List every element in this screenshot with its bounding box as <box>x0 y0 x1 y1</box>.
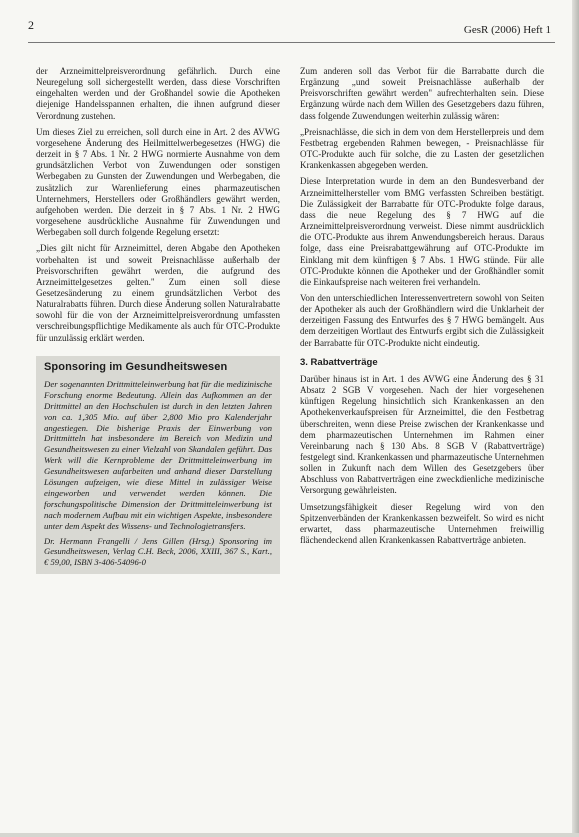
sponsoring-info-box <box>36 356 280 574</box>
box-body: Der sogenannten Drittmitteleinwerbung hat für die medizinische Forschung enorme Bedeutung. Allein das Aufkommen an der Drittmittel an den Hochschulen ist durch in den letzten Jahren von ca. 1,305 Mio. auf über 2,800 Mio pro Kalenderjahr angestiegen. Die bisherige Praxis der Einwerbung von Drittmitteln hat insbesondere im Bereich von Medizin und Gesundheitswesen zu einer Vielzahl von Skandalen geführt. Das Werk will die Kernprobleme der Drittmitteleinwerbung im Gesundheitswesen aufarbeiten und anhand dieser Darstellung Lösungen aufzeigen, wie diese Mittel in zulässiger Weise eingeworben und verwendet werden können. Die forschungspolitische Dimension der Drittmitteleinwerbung ist nach modernem Aufbau mit ein wichtigen Aspekte, insbesondere unter dem Aspekt des Wissens- und Technologietransfers. <box>44 378 272 531</box>
page-number: 2 <box>28 18 34 32</box>
running-head: GesR (2006) Heft 1 <box>463 24 551 36</box>
paragraph: der Arzneimittelpreisverordnung gefährlich. Durch eine Neuregelung soll sichergestellt werden, dass diese Vorschriften eingehalten werden und der Großhandel sowie die Apotheken diejenige Handelsspannen erhalten, die ihnen aufgrund dieser Verordnung zustehen. <box>36 66 280 121</box>
right-column <box>300 66 544 551</box>
box-title: Sponsoring im Gesundheitswesen <box>44 360 228 373</box>
scan-edge-shadow <box>572 0 579 837</box>
section-heading: 3. Rabattverträge <box>300 356 378 368</box>
paragraph: Diese Interpretation wurde in dem an den Bundesverband der Arzneimittelhersteller vom BMG verfassten Schreiben bestätigt. Die Zulässigkeit der Barrabatte für OTC-Produkte folge daraus, dass die neue Regelung des § 7 HWG auf die Arzneimittelpreisverordnung verweist. Diese nimmt ausdrücklich die OTC-Produkte aus ihrem Anwendungsbereich heraus. Daraus folge, dass eine Preisrabattgewährung auf OTC-Produkte im Einklang mit dem künftigen § 7 Abs. 1 HWG stünde. Für alle OTC-Produkte können die Apotheker und der Großhändler somit die Einkaufspreise nach weiteren frei verhandeln. <box>300 176 544 287</box>
paragraph: Von den unterschiedlichen Interessenvertretern sowohl von Seiten der Apotheker als auch der Großhändlern wird die Unklarheit der derzeitigen Fassung des Entwurfes des § 7 HWG bemängelt. Aus dem derzeitigen Wortlaut des Entwurfs ergibt sich die Zulässigkeit der Barrabatte für OTC-Produkte nicht eindeutig. <box>300 292 544 348</box>
header-rule <box>28 42 555 43</box>
paragraph: „Preisnachlässe, die sich in dem von dem Herstellerpreis und dem Festbetrag ergebenden Rahmen bewegen, - Preisnachlässe für OTC-Produkte auch für solche, die zu Lasten der gesetzlichen Krankenkassen abgegeben werden. <box>300 126 544 171</box>
book-citation: Dr. Hermann Frangelli / Jens Gillen (Hrsg.) Sponsoring im Gesundheitswesen, Verlag C.H. Beck, 2006, XXIII, 367 S., Kart., € 59,00, ISBN 3-406-54096-0 <box>44 535 272 567</box>
scan-bottom-edge <box>0 833 579 837</box>
paragraph: Darüber hinaus ist in Art. 1 des AVWG eine Änderung des § 31 Absatz 2 SGB V vorgesehen. Nach der hier vorgesehenen künftigen Regelung hinsichtlich sich Krankenkassen an den Apothekenverkaufspreisen für Arzneimittel, die den Festbetrag überschreiten, wenn diese Preise zwischen der Krankenkasse und dem pharmazeutischen Unternehmen im Rahmen einer Vereinbarung nach § 130 Abs. 8 SGB V (Rabattverträge) festgelegt sind. Krankenkassen und pharmazeutische Unternehmen sollen in Zukunft nach dem Willen des Gesetzgebers über Abschluss von Rabattverträgen eine zweckdienliche medizinische Versorgung gewährleisten. <box>300 373 544 496</box>
paragraph: Zum anderen soll das Verbot für die Barrabatte durch die Ergänzung „und soweit Preisnachlässe außerhalb der Preisvorschriften gewährt werden" aufrechterhalten sein. Diese Ergänzung würde nach dem Willen des Gesetzgebers dazu führen, dass folgende Zuwendungen weiterhin zulässig wären: <box>300 66 544 121</box>
page-header <box>22 10 555 36</box>
paragraph: Um dieses Ziel zu erreichen, soll durch eine in Art. 2 des AVWG vorgesehene Änderung des Heilmittelwerbegesetzes (HWG) die derzeit in § 7 Abs. 1 Nr. 2 HWG normierte Ausnahme von dem grundsätzlichen Verbot von Zuwendungen oder sonstigen Werbegaben zu Gunsten der Zuwendungen und Werbegaben, die zusätzlich zur Warenlieferung eines pharmazeutischen Unternehmers, Herstellers oder Großhändlers gewährt werden, aufgehoben werden. Die derzeit in § 7 Abs. 1 Nr. 2 HWG vorgesehene ausdrückliche Ausnahme für Zuwendungen und Werbegaben soll durch folgende Regelung ersetzt: <box>36 126 280 238</box>
left-column <box>36 66 280 574</box>
paragraph: Umsetzungsfähigkeit dieser Regelung wird von den Spitzenverbänden der Krankenkassen bezweifelt. So wird es nicht erwartet, dass pharmazeutische Unternehmen freiwillig flächendeckend allen Krankenkassen Rabattverträge anbieten. <box>300 501 544 546</box>
paragraph: „Dies gilt nicht für Arzneimittel, deren Abgabe den Apotheken vorbehalten ist und soweit Preisnachlässe außerhalb der Preisvorschriften gewährt werden, die aufgrund des Arzneimittelgesetzes gelten." Zum einen soll diese Gesetzesänderung zu einem grundsätzlichen Verbot des Naturalrabatts führen. Durch diese Änderung sollen Naturalrabatte sowohl für die von der Arzneimittelpreisverordnung umfassten verschreibungspflichtige Medikamente als auch für OTC-Produkte für unzulässig erklärt werden. <box>36 243 280 343</box>
